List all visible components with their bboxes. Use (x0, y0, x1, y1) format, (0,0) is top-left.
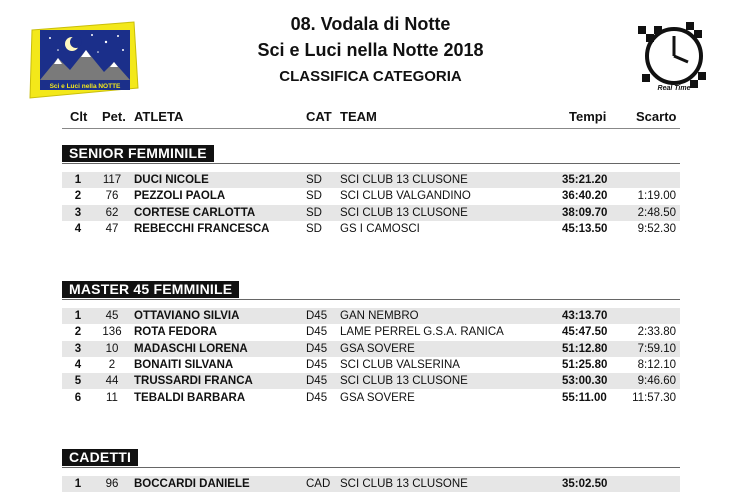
result-athlete: REBECCHI FRANCESCA (134, 222, 270, 235)
result-time: 45:13.50 (562, 222, 608, 235)
result-category: D45 (306, 375, 328, 388)
result-gap: 9:52.30 (637, 222, 676, 235)
classification-title: CLASSIFICA CATEGORIA (279, 68, 462, 85)
result-category: CAD (306, 478, 331, 490)
section-divider (62, 467, 680, 468)
section-title: MASTER 45 FEMMINILE (62, 281, 239, 298)
column-header-team: TEAM (340, 109, 377, 124)
result-bib: 47 (105, 222, 119, 235)
result-bib: 62 (105, 206, 119, 219)
result-team: GS I CAMOSCI (340, 222, 420, 235)
result-time: 45:47.50 (562, 326, 608, 339)
result-category: D45 (306, 342, 328, 355)
result-team: GSA SOVERE (340, 342, 415, 355)
result-gap: 7:59.10 (637, 342, 676, 355)
result-position: 5 (74, 375, 82, 388)
result-bib: 96 (105, 478, 119, 490)
result-athlete: MADASCHI LORENA (134, 342, 248, 355)
result-athlete: DUCI NICOLE (134, 174, 209, 186)
result-position: 4 (74, 358, 82, 371)
section-divider (62, 299, 680, 300)
table-row (62, 205, 680, 221)
result-category: SD (306, 174, 322, 186)
column-header-athlete: ATLETA (134, 109, 184, 124)
result-position: 4 (74, 222, 82, 235)
result-athlete: TEBALDI BARBARA (134, 391, 246, 404)
result-athlete: ROTA FEDORA (134, 326, 218, 339)
result-category: D45 (306, 358, 328, 371)
event-logo (28, 20, 140, 100)
result-time: 36:40.20 (562, 190, 608, 203)
result-time: 43:13.70 (562, 310, 608, 322)
result-gap: 8:12.10 (637, 358, 676, 371)
header-divider (62, 128, 680, 129)
result-position: 3 (74, 206, 82, 219)
result-position: 1 (74, 478, 82, 490)
timing-logo-text: Real Time (657, 85, 691, 92)
result-team: SCI CLUB 13 CLUSONE (340, 375, 468, 388)
timing-logo (636, 18, 712, 94)
result-team: SCI CLUB 13 CLUSONE (340, 206, 468, 219)
table-row (62, 188, 680, 204)
result-bib: 136 (102, 326, 122, 339)
result-athlete: BOCCARDI DANIELE (134, 478, 250, 490)
result-position: 2 (74, 190, 82, 203)
column-header-time: Tempi (569, 109, 607, 124)
result-category: D45 (306, 310, 328, 322)
column-header-position: Clt (70, 109, 88, 124)
table-row (62, 308, 680, 324)
section-title: CADETTI (62, 449, 138, 466)
result-gap: 11:57.30 (632, 391, 676, 404)
table-row (62, 172, 680, 188)
result-time: 51:12.80 (562, 342, 608, 355)
result-category: SD (306, 206, 322, 219)
result-athlete: OTTAVIANO SILVIA (134, 310, 240, 322)
column-header-category: CAT (306, 109, 332, 124)
result-team: LAME PERREL G.S.A. RANICA (340, 326, 504, 339)
table-row (62, 357, 680, 373)
result-position: 2 (74, 326, 82, 339)
result-time: 51:25.80 (562, 358, 608, 371)
result-time: 55:11.00 (562, 391, 607, 404)
result-position: 6 (74, 391, 82, 404)
result-position: 3 (74, 342, 82, 355)
result-gap: 1:19.00 (637, 190, 676, 203)
event-logo-text: Sci e Luci nella NOTTE (49, 83, 121, 90)
event-title: 08. Vodala di Notte (290, 14, 451, 34)
result-category: SD (306, 222, 322, 235)
result-bib: 45 (105, 310, 119, 322)
result-bib: 10 (105, 342, 119, 355)
result-gap: 2:48.50 (637, 206, 676, 219)
section-divider (62, 163, 680, 164)
result-position: 1 (74, 310, 82, 322)
table-row (62, 324, 680, 340)
result-bib: 76 (105, 190, 119, 203)
table-row (62, 373, 680, 389)
table-row (62, 221, 680, 237)
table-row (62, 390, 680, 406)
result-position: 1 (74, 174, 82, 186)
result-team: SCI CLUB VALGANDINO (340, 190, 471, 203)
result-team: SCI CLUB 13 CLUSONE (340, 478, 468, 490)
result-time: 53:00.30 (562, 375, 608, 388)
table-row (62, 341, 680, 357)
result-category: D45 (306, 391, 328, 404)
column-header-bib: Pet. (102, 109, 126, 124)
result-time: 38:09.70 (562, 206, 608, 219)
result-athlete: CORTESE CARLOTTA (134, 206, 256, 219)
result-bib: 117 (102, 174, 122, 186)
result-bib: 2 (108, 358, 116, 371)
result-category: D45 (306, 326, 328, 339)
result-bib: 11 (106, 391, 118, 404)
result-team: GAN NEMBRO (340, 310, 419, 322)
result-team: SCI CLUB 13 CLUSONE (340, 174, 468, 186)
result-category: SD (306, 190, 322, 203)
result-gap: 9:46.60 (637, 375, 676, 388)
result-team: GSA SOVERE (340, 391, 415, 404)
result-bib: 44 (105, 375, 119, 388)
result-team: SCI CLUB VALSERINA (340, 358, 460, 371)
result-athlete: PEZZOLI PAOLA (134, 190, 226, 203)
event-subtitle: Sci e Luci nella Notte 2018 (257, 40, 484, 60)
section-title: SENIOR FEMMINILE (62, 145, 214, 162)
result-time: 35:02.50 (562, 478, 608, 490)
result-time: 35:21.20 (562, 174, 608, 186)
table-row (62, 476, 680, 492)
column-header-gap: Scarto (636, 109, 677, 124)
result-gap: 2:33.80 (637, 326, 676, 339)
result-athlete: BONAITI SILVANA (134, 358, 234, 371)
result-athlete: TRUSSARDI FRANCA (134, 375, 253, 388)
